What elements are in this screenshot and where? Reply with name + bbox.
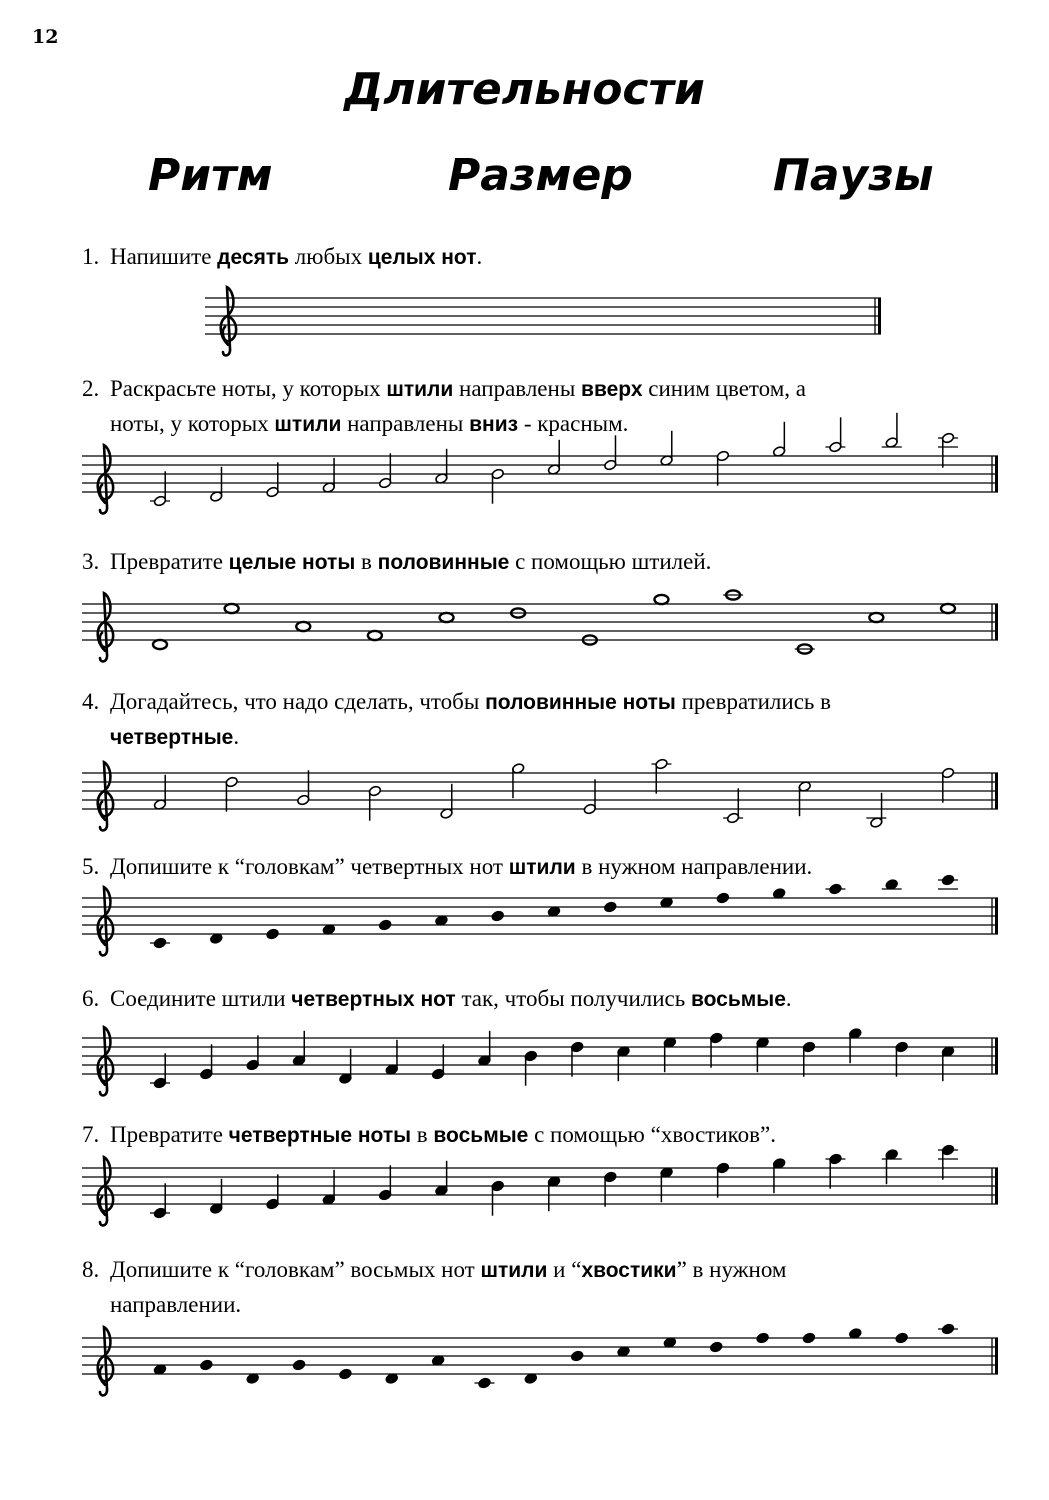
note-quarter [210,1179,223,1215]
note-head [292,1359,305,1371]
task-text [110,689,831,714]
task-text [110,854,812,879]
note-half [150,471,170,507]
note-quarter [246,1035,259,1071]
note-head [654,595,668,604]
note-half [297,770,310,806]
note-half [210,467,223,503]
subtitle-rests: Паузы [773,150,934,201]
text-run: Раскрасьте ноты, у которых [110,376,387,401]
note-whole [654,595,668,604]
text-run: так, чтобы получились [455,986,691,1011]
note-head [378,919,391,931]
page-title: Длительности [344,64,705,115]
note-head [491,910,504,922]
note-head [150,937,170,949]
note-head [200,1359,213,1371]
text-run: направлены [453,376,582,401]
note-head [491,910,504,922]
text-run: ” в нужном [676,1257,787,1282]
note-half [723,788,743,824]
note-quarter [524,1050,537,1086]
note-quarter [150,1053,170,1089]
note-head [941,604,955,613]
text-run: направлены [341,411,470,436]
text-run: Догадайтесь, что надо сделать, чтобы [110,689,486,714]
bold-term: штили [480,1259,548,1282]
note-head [378,919,391,931]
text-run: с помощью штилей. [509,549,712,574]
bold-term: целые ноты [228,551,356,574]
task-2 [82,372,998,442]
note-quarter [292,1031,305,1067]
note-whole [225,604,239,613]
bold-term: штили [386,378,454,401]
bold-term: вверх [581,378,643,401]
staff-5 [82,878,998,968]
note-quarter [802,1041,815,1077]
task-number: 1. [82,244,100,269]
text-run: ноты, у которых [110,411,275,436]
note-quarter [431,1044,444,1080]
note-whole [795,644,815,653]
task-text [110,376,806,401]
text-run: Соедините штили [110,986,292,1011]
subtitle-meter: Размер [448,150,633,201]
note-quarter [772,1158,785,1194]
note-head [478,1377,491,1389]
note-quarter [663,1037,676,1073]
bold-term: штили [274,413,342,436]
note-quarter [339,1049,352,1085]
staff-1 [205,278,881,358]
note-quarter [150,1183,170,1219]
text-run: - красным. [518,411,629,436]
note-whole [723,590,743,599]
text-run: любых [289,244,368,269]
task-text [110,1122,776,1147]
bold-term: четвертные [110,726,234,749]
note-half [604,435,617,471]
note-half [651,758,671,794]
text-run: направлении. [110,1292,242,1317]
note-head [756,1332,769,1344]
note-head [225,604,239,613]
bold-term: восьмые [691,988,786,1011]
note-quarter [710,1032,723,1068]
note-quarter [322,1170,335,1206]
note-head [266,928,279,940]
note-whole [941,604,955,613]
text-run: Допишите к “головкам” восьмых нот [110,1257,481,1282]
note-whole [368,631,382,640]
task-text-continued [82,1288,998,1322]
bold-term: целых нот [367,246,477,269]
note-half [866,793,886,829]
note-quarter [617,1046,630,1082]
task-8 [82,1253,998,1322]
note-quarter [825,1153,845,1189]
note-head [153,640,167,649]
note-quarter [756,1037,769,1073]
bold-term: четвертных нот [291,988,456,1011]
task-number: 2. [82,376,100,401]
text-run: в нужном направлении. [575,854,813,879]
note-quarter [849,1028,862,1064]
text-run: . [476,244,483,269]
task-number: 8. [82,1257,100,1282]
bold-term: половинные [377,551,510,574]
note-head [941,1323,954,1335]
note-half [547,440,560,476]
staff-3 [82,584,998,674]
note-head [604,901,617,913]
note-whole [440,613,454,622]
task-number: 3. [82,549,100,574]
note-head [756,1332,769,1344]
bold-term: десять [217,246,290,269]
note-whole [296,622,310,631]
note-head [802,1332,815,1344]
note-head [153,937,166,949]
note-head [716,892,729,904]
note-head [710,1341,723,1353]
text-run: в [355,549,378,574]
note-quarter [941,1046,954,1082]
staff-4 [82,753,998,843]
note-quarter [716,1162,729,1198]
note-half [583,779,596,815]
note-head [710,1341,723,1353]
bold-term: четвертные ноты [228,1124,412,1147]
note-head [368,631,382,640]
staff-6 [82,1018,998,1098]
text-run: синим цветом, а [642,376,807,401]
note-head [895,1332,908,1344]
note-quarter [938,1144,958,1180]
bold-term: вниз [469,413,519,436]
staff-8 [82,1318,998,1408]
note-half [435,449,448,485]
note-whole [153,640,167,649]
task-text [110,244,482,269]
text-run: превратились в [675,689,832,714]
note-quarter [604,1171,617,1207]
task-text [110,1257,786,1282]
text-run: в [411,1122,434,1147]
note-head [829,883,842,895]
note-head [604,901,617,913]
staff-7 [82,1148,998,1238]
note-quarter [882,1149,902,1185]
note-half [440,784,453,820]
note-half [153,775,166,811]
note-quarter [570,1041,583,1077]
note-quarter [200,1044,213,1080]
note-half [716,450,729,486]
text-run: Превратите [110,1122,229,1147]
bold-term: штили [508,856,576,879]
note-head [200,1359,213,1371]
note-quarter [266,1174,279,1210]
note-half [368,785,381,821]
task-number: 4. [82,689,100,714]
note-head [802,1332,815,1344]
text-run: и “ [547,1257,582,1282]
note-head [266,928,279,940]
note-head [882,879,902,891]
note-head [296,622,310,631]
note-half [225,776,238,812]
note-quarter [478,1031,491,1067]
note-head [570,1350,583,1362]
text-run: . [233,724,240,749]
note-quarter [895,1041,908,1077]
text-run: с помощью “хвостиков”. [528,1122,776,1147]
note-half [660,431,673,467]
bold-term: половинные ноты [485,691,676,714]
task-text-continued [82,720,998,755]
note-half [266,462,279,498]
task-text [110,549,711,574]
note-whole [869,613,883,622]
text-run: Превратите [110,549,229,574]
subtitle-rhythm: Ритм [148,150,273,201]
note-quarter [378,1165,391,1201]
bold-term: хвостики [581,1259,677,1282]
note-head [339,1368,352,1380]
note-half [941,767,954,803]
staff-2 [82,436,998,536]
task-4 [82,685,998,755]
task-text [110,986,792,1011]
note-half [491,468,504,504]
note-quarter [547,1176,560,1212]
note-half [378,453,391,489]
text-run: . [785,986,792,1011]
note-head [869,613,883,622]
note-head [292,1359,305,1371]
text-run: Допишите к “головкам” четвертных нот [110,854,509,879]
note-head [716,892,729,904]
note-head [825,883,845,895]
note-half [511,763,524,799]
text-run: Напишите [110,244,218,269]
task-6 [82,982,998,1017]
note-quarter [491,1180,504,1216]
page-number: 12 [32,26,59,48]
note-quarter [435,1161,448,1197]
note-head [570,1350,583,1362]
bold-term: восьмые [433,1124,529,1147]
task-1 [82,240,998,275]
note-half [798,781,811,817]
task-number: 6. [82,986,100,1011]
note-quarter [385,1040,398,1076]
note-half [322,458,335,494]
note-half [938,432,958,468]
note-head [339,1368,352,1380]
task-3 [82,545,998,580]
task-number: 5. [82,854,100,879]
note-quarter [660,1167,673,1203]
note-head [440,613,454,622]
note-head [895,1332,908,1344]
note-head [474,1377,494,1389]
note-head [938,1323,958,1335]
task-number: 7. [82,1122,100,1147]
